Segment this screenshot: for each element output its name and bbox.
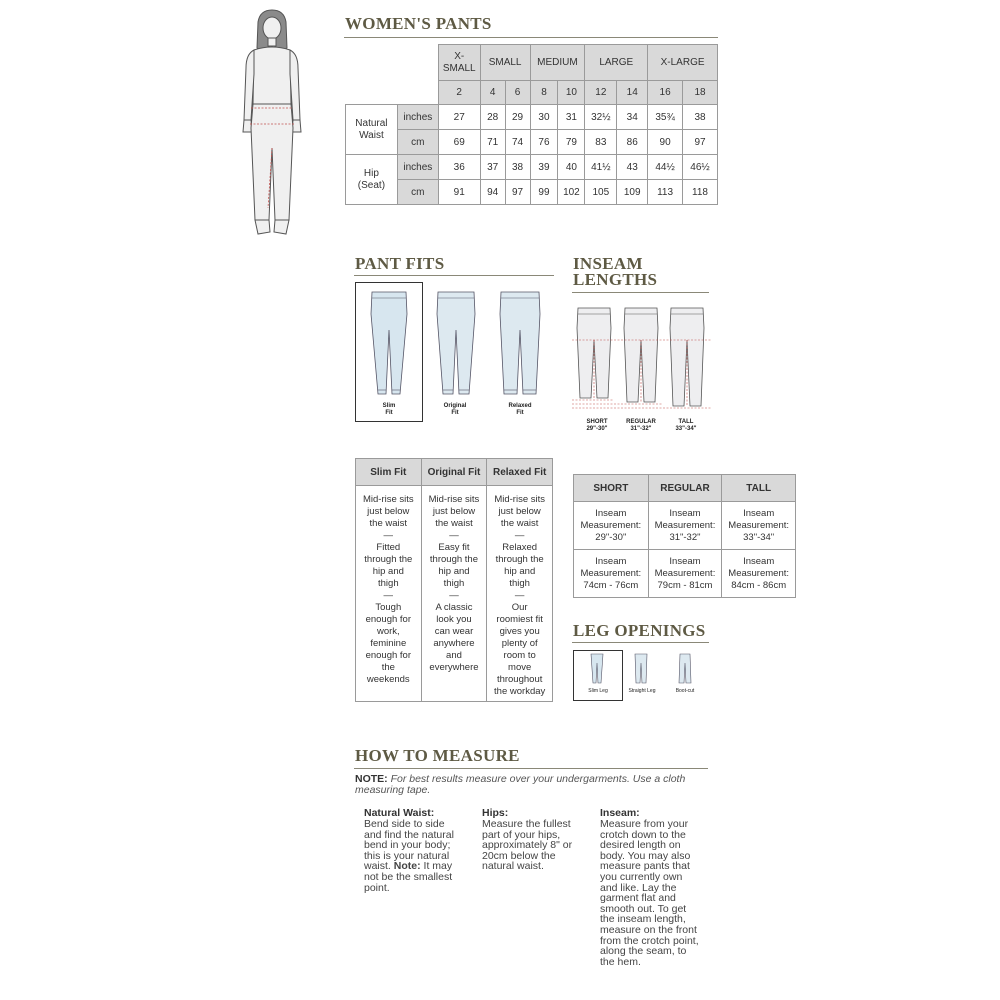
measurement-cell: 34: [617, 105, 648, 130]
measurement-cell: 76: [530, 130, 558, 155]
size-group-header: MEDIUM: [530, 45, 585, 81]
slim-fit-figure-label: Slim Fit: [382, 403, 396, 416]
measurement-cell: 113: [648, 180, 683, 205]
measurement-cell: 97: [505, 180, 530, 205]
fit-description: Mid-rise sits just below the waist — Fitted through the hip and thigh — Tough enough for work, feminine enough for the weekends: [356, 486, 422, 702]
measurement-cell: 71: [480, 130, 505, 155]
inseam-pants-illustration: [572, 302, 712, 414]
natural-waist-body: [364, 819, 460, 893]
size-group-header: X- SMALL: [438, 45, 480, 81]
short-figure-label: SHORT 29"-30": [586, 419, 608, 432]
straight-leg-illustration: [633, 653, 649, 685]
natural-waist-instructions: [364, 808, 460, 893]
inseam-header: TALL: [722, 475, 796, 502]
inseam-lengths-title: INSEAM LENGTHS: [573, 254, 658, 289]
inseam-cell: Inseam Measurement: 29"-30": [574, 502, 649, 550]
size-number: 12: [585, 81, 617, 105]
size-group-header: X-LARGE: [648, 45, 718, 81]
size-number: 2: [438, 81, 480, 105]
measurement-cell: 118: [683, 180, 718, 205]
inseam-cell: Inseam Measurement: 84cm - 86cm: [722, 550, 796, 598]
measurement-cell: 97: [683, 130, 718, 155]
fit-header: Original Fit: [421, 459, 487, 486]
measurement-cell: 28: [480, 105, 505, 130]
slim-leg-label: Slim Leg: [588, 688, 608, 694]
woman-figure-illustration: [236, 8, 308, 244]
inseam-header: REGULAR: [648, 475, 722, 502]
regular-figure-label: REGULAR 31"-32": [626, 419, 656, 432]
boot-cut-illustration: [677, 653, 693, 685]
measurement-cell: 35¾: [648, 105, 683, 130]
measurement-cell: 31: [558, 105, 585, 130]
note-text: For best results measure over your undergarments. Use a cloth measuring tape.: [355, 773, 686, 796]
relaxed-fit-figure-label: Relaxed Fit: [508, 403, 532, 416]
measurement-cell: 91: [438, 180, 480, 205]
inseam-cell: Inseam Measurement: 74cm - 76cm: [574, 550, 649, 598]
inseam-rule: [572, 292, 709, 293]
measurement-cell: 44½: [648, 155, 683, 180]
slim-leg-illustration: [589, 653, 605, 685]
measurement-cell: 86: [617, 130, 648, 155]
inseam-cell: Inseam Measurement: 79cm - 81cm: [648, 550, 722, 598]
pant-fits-title: PANT FITS: [355, 254, 445, 273]
measurement-cell: 30: [530, 105, 558, 130]
natural-waist-label: Natural Waist: [346, 105, 398, 155]
hip-seat-label: Hip (Seat): [346, 155, 398, 205]
natural-waist-text: Bend side to side and find the natural bend in your body; this is your natural waist.: [364, 818, 454, 873]
size-number: 18: [683, 81, 718, 105]
measurement-cell: 109: [617, 180, 648, 205]
measurement-cell: 90: [648, 130, 683, 155]
slim-fit-pants-illustration: [368, 290, 410, 398]
leg-openings-rule: [572, 642, 709, 643]
measure-note: [355, 774, 705, 796]
boot-cut-label: Boot-cut: [675, 688, 695, 694]
leg-openings-title: LEG OPENINGS: [573, 621, 706, 640]
inseam-header: SHORT: [574, 475, 649, 502]
natural-waist-note-text: It may not be the smallest point.: [364, 860, 453, 894]
measurement-cell: 74: [505, 130, 530, 155]
tall-figure-label: TALL 33"-34": [675, 419, 697, 432]
inseam-cell: Inseam Measurement: 33"-34": [722, 502, 796, 550]
size-group-header: SMALL: [480, 45, 530, 81]
natural-waist-heading: Natural Waist:: [364, 807, 435, 819]
how-to-measure-rule: [354, 768, 708, 769]
natural-waist-note-label: Note:: [393, 860, 421, 873]
size-number: 6: [505, 81, 530, 105]
measurement-cell: 83: [585, 130, 617, 155]
womens-pants-rule: [344, 37, 718, 38]
inseam-table: [573, 474, 796, 598]
measurement-cell: 105: [585, 180, 617, 205]
measurement-cell: 29: [505, 105, 530, 130]
inseam-instructions: [600, 808, 700, 967]
size-number: 16: [648, 81, 683, 105]
fit-header: Relaxed Fit: [487, 459, 553, 486]
inseam-heading: Inseam:: [600, 807, 640, 819]
measurement-cell: 38: [683, 105, 718, 130]
note-label: NOTE:: [355, 773, 388, 785]
measurement-cell: 32½: [585, 105, 617, 130]
unit-label: inches: [397, 155, 438, 180]
womens-pants-size-table: [345, 44, 718, 205]
size-number: 4: [480, 81, 505, 105]
measurement-cell: 69: [438, 130, 480, 155]
measurement-cell: 27: [438, 105, 480, 130]
measurement-cell: 79: [558, 130, 585, 155]
measurement-cell: 102: [558, 180, 585, 205]
measurement-cell: 43: [617, 155, 648, 180]
measurement-cell: 38: [505, 155, 530, 180]
unit-label: cm: [397, 130, 438, 155]
measurement-cell: 99: [530, 180, 558, 205]
measurement-cell: 39: [530, 155, 558, 180]
inseam-cell: Inseam Measurement: 31"-32": [648, 502, 722, 550]
measurement-cell: 41½: [585, 155, 617, 180]
hips-instructions: [482, 808, 578, 872]
unit-label: inches: [397, 105, 438, 130]
fit-description: Mid-rise sits just below the waist — Relaxed through the hip and thigh — Our roomiest fit gives you plenty of room to move throughout the workday: [487, 486, 553, 702]
inseam-body: Measure from your crotch down to the desired length on body. You may also measure pants that you currently own and like. Lay the garment flat and smooth out. To get the inseam length, measure on the front from the crotch point, along the seam, to the hem.: [600, 818, 699, 968]
hips-body: Measure the fullest part of your hips, approximately 8" or 20cm below the natural waist.: [482, 818, 573, 873]
measurement-cell: 37: [480, 155, 505, 180]
pant-fits-rule: [354, 275, 554, 276]
measurement-cell: 40: [558, 155, 585, 180]
straight-leg-label: Straight Leg: [628, 688, 656, 694]
unit-label: cm: [397, 180, 438, 205]
womens-pants-title: WOMEN'S PANTS: [345, 14, 492, 33]
how-to-measure-title: HOW TO MEASURE: [355, 746, 520, 765]
measurement-cell: 46½: [683, 155, 718, 180]
size-number: 14: [617, 81, 648, 105]
size-number: 10: [558, 81, 585, 105]
measurement-cell: 94: [480, 180, 505, 205]
pant-fits-table: [355, 458, 553, 702]
size-number: 8: [530, 81, 558, 105]
hips-heading: Hips:: [482, 807, 509, 819]
relaxed-fit-pants-illustration: [499, 290, 541, 398]
fit-description: Mid-rise sits just below the waist — Easy fit through the hip and thigh — A classic look you can wear anywhere and everywhere: [421, 486, 487, 702]
original-fit-figure-label: Original Fit: [443, 403, 467, 416]
measurement-cell: 36: [438, 155, 480, 180]
original-fit-pants-illustration: [435, 290, 477, 398]
fit-header: Slim Fit: [356, 459, 422, 486]
size-group-header: LARGE: [585, 45, 648, 81]
